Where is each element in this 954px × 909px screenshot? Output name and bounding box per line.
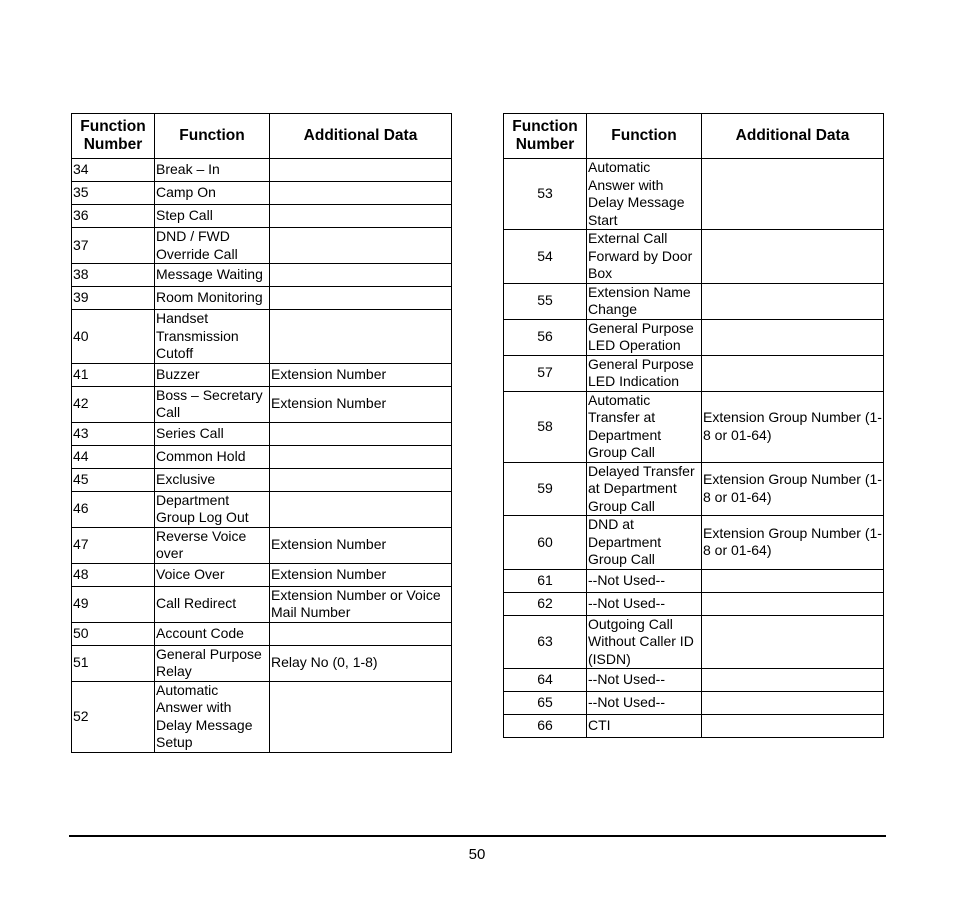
- table-row: [504, 615, 884, 669]
- additional-data-cell: [702, 230, 884, 284]
- function-name-cell: Room Monitoring: [155, 287, 270, 310]
- function-name-cell: General Purpose LED Operation: [587, 319, 702, 355]
- additional-data-cell: [270, 159, 452, 182]
- additional-data-cell: Extension Group Number (1-8 or 01-64): [702, 516, 884, 570]
- function-name-cell: Department Group Log Out: [155, 491, 270, 527]
- function-number-cell: 42: [72, 386, 155, 422]
- header-additional-data: Additional Data: [702, 114, 884, 159]
- table-row: [72, 422, 452, 445]
- header-additional-data: Additional Data: [270, 114, 452, 159]
- additional-data-cell: [702, 569, 884, 592]
- table-row: [504, 462, 884, 516]
- table-row: [72, 386, 452, 422]
- function-number-cell: 65: [504, 692, 587, 715]
- table-row: [72, 622, 452, 645]
- additional-data-cell: [270, 287, 452, 310]
- function-number-cell: 60: [504, 516, 587, 570]
- additional-data-cell: Extension Group Number (1-8 or 01-64): [702, 391, 884, 462]
- function-number-cell: 34: [72, 159, 155, 182]
- additional-data-cell: [270, 468, 452, 491]
- table-row: [504, 692, 884, 715]
- function-name-cell: Delayed Transfer at Department Group Call: [587, 462, 702, 516]
- function-number-cell: 53: [504, 159, 587, 230]
- additional-data-cell: [702, 355, 884, 391]
- table-row: [72, 445, 452, 468]
- function-number-cell: 62: [504, 592, 587, 615]
- table-header-row: [504, 114, 884, 159]
- function-number-cell: 48: [72, 563, 155, 586]
- additional-data-cell: [270, 622, 452, 645]
- function-name-cell: CTI: [587, 715, 702, 738]
- function-number-cell: 43: [72, 422, 155, 445]
- function-name-cell: --Not Used--: [587, 692, 702, 715]
- table-row: [504, 230, 884, 284]
- function-name-cell: --Not Used--: [587, 592, 702, 615]
- function-number-cell: 63: [504, 615, 587, 669]
- function-name-cell: Camp On: [155, 182, 270, 205]
- function-number-cell: 37: [72, 228, 155, 264]
- additional-data-cell: Extension Number or Voice Mail Number: [270, 586, 452, 622]
- table-row: [72, 527, 452, 563]
- additional-data-cell: [702, 669, 884, 692]
- function-number-cell: 40: [72, 310, 155, 364]
- function-name-cell: Automatic Transfer at Department Group Call: [587, 391, 702, 462]
- function-name-cell: Account Code: [155, 622, 270, 645]
- function-number-cell: 54: [504, 230, 587, 284]
- function-number-cell: 46: [72, 491, 155, 527]
- additional-data-cell: Extension Number: [270, 563, 452, 586]
- additional-data-cell: [270, 491, 452, 527]
- function-name-cell: DND / FWD Override Call: [155, 228, 270, 264]
- function-number-cell: 39: [72, 287, 155, 310]
- page-number: 50: [468, 846, 486, 863]
- table-row: [72, 159, 452, 182]
- additional-data-cell: [270, 445, 452, 468]
- header-function-number: Function Number: [72, 114, 155, 159]
- function-name-cell: Handset Transmission Cutoff: [155, 310, 270, 364]
- additional-data-cell: Extension Number: [270, 363, 452, 386]
- function-number-cell: 51: [72, 645, 155, 681]
- function-number-cell: 57: [504, 355, 587, 391]
- table-row: [72, 228, 452, 264]
- function-number-cell: 66: [504, 715, 587, 738]
- header-function: Function: [155, 114, 270, 159]
- table-row: [72, 264, 452, 287]
- additional-data-cell: [270, 205, 452, 228]
- function-number-cell: 35: [72, 182, 155, 205]
- table-row: [504, 516, 884, 570]
- function-number-cell: 52: [72, 681, 155, 752]
- table-row: [504, 592, 884, 615]
- function-table-right: [503, 113, 884, 738]
- function-name-cell: Exclusive: [155, 468, 270, 491]
- function-name-cell: General Purpose LED Indication: [587, 355, 702, 391]
- function-table-left: [71, 113, 452, 753]
- additional-data-cell: Extension Group Number (1-8 or 01-64): [702, 462, 884, 516]
- additional-data-cell: [702, 159, 884, 230]
- additional-data-cell: [270, 264, 452, 287]
- function-name-cell: Boss – Secretary Call: [155, 386, 270, 422]
- footer-divider: [69, 835, 886, 837]
- function-name-cell: General Purpose Relay: [155, 645, 270, 681]
- function-name-cell: Reverse Voice over: [155, 527, 270, 563]
- function-number-cell: 38: [72, 264, 155, 287]
- function-number-cell: 47: [72, 527, 155, 563]
- function-name-cell: DND at Department Group Call: [587, 516, 702, 570]
- table-row: [72, 182, 452, 205]
- function-name-cell: Call Redirect: [155, 586, 270, 622]
- function-name-cell: Automatic Answer with Delay Message Setup: [155, 681, 270, 752]
- table-row: [504, 319, 884, 355]
- function-name-cell: Outgoing Call Without Caller ID (ISDN): [587, 615, 702, 669]
- function-name-cell: External Call Forward by Door Box: [587, 230, 702, 284]
- function-name-cell: Break – In: [155, 159, 270, 182]
- additional-data-cell: [270, 681, 452, 752]
- function-number-cell: 55: [504, 283, 587, 319]
- table-row: [72, 645, 452, 681]
- function-name-cell: Automatic Answer with Delay Message Start: [587, 159, 702, 230]
- function-number-cell: 49: [72, 586, 155, 622]
- function-name-cell: Common Hold: [155, 445, 270, 468]
- function-name-cell: Extension Name Change: [587, 283, 702, 319]
- table-header-row: [72, 114, 452, 159]
- additional-data-cell: [270, 182, 452, 205]
- additional-data-cell: [702, 283, 884, 319]
- function-name-cell: Series Call: [155, 422, 270, 445]
- table-row: [72, 205, 452, 228]
- table-row: [72, 287, 452, 310]
- table-row: [504, 283, 884, 319]
- function-name-cell: Message Waiting: [155, 264, 270, 287]
- table-row: [504, 715, 884, 738]
- table-row: [72, 586, 452, 622]
- additional-data-cell: Extension Number: [270, 386, 452, 422]
- additional-data-cell: [702, 692, 884, 715]
- function-number-cell: 41: [72, 363, 155, 386]
- table-row: [72, 363, 452, 386]
- function-name-cell: Step Call: [155, 205, 270, 228]
- function-number-cell: 44: [72, 445, 155, 468]
- function-number-cell: 61: [504, 569, 587, 592]
- function-number-cell: 59: [504, 462, 587, 516]
- table-row: [72, 491, 452, 527]
- table-row: [72, 310, 452, 364]
- function-number-cell: 56: [504, 319, 587, 355]
- function-name-cell: --Not Used--: [587, 569, 702, 592]
- header-function-number: Function Number: [504, 114, 587, 159]
- function-number-cell: 50: [72, 622, 155, 645]
- table-row: [504, 355, 884, 391]
- table-row: [72, 468, 452, 491]
- additional-data-cell: [270, 228, 452, 264]
- table-row: [504, 569, 884, 592]
- function-number-cell: 36: [72, 205, 155, 228]
- additional-data-cell: Relay No (0, 1-8): [270, 645, 452, 681]
- additional-data-cell: [702, 592, 884, 615]
- function-name-cell: Voice Over: [155, 563, 270, 586]
- function-number-cell: 58: [504, 391, 587, 462]
- additional-data-cell: [270, 422, 452, 445]
- additional-data-cell: [702, 319, 884, 355]
- table-row: [72, 681, 452, 752]
- table-row: [504, 669, 884, 692]
- function-number-cell: 45: [72, 468, 155, 491]
- additional-data-cell: [270, 310, 452, 364]
- table-row: [504, 159, 884, 230]
- table-row: [504, 391, 884, 462]
- function-name-cell: --Not Used--: [587, 669, 702, 692]
- additional-data-cell: Extension Number: [270, 527, 452, 563]
- header-function: Function: [587, 114, 702, 159]
- table-row: [72, 563, 452, 586]
- function-name-cell: Buzzer: [155, 363, 270, 386]
- function-number-cell: 64: [504, 669, 587, 692]
- additional-data-cell: [702, 715, 884, 738]
- additional-data-cell: [702, 615, 884, 669]
